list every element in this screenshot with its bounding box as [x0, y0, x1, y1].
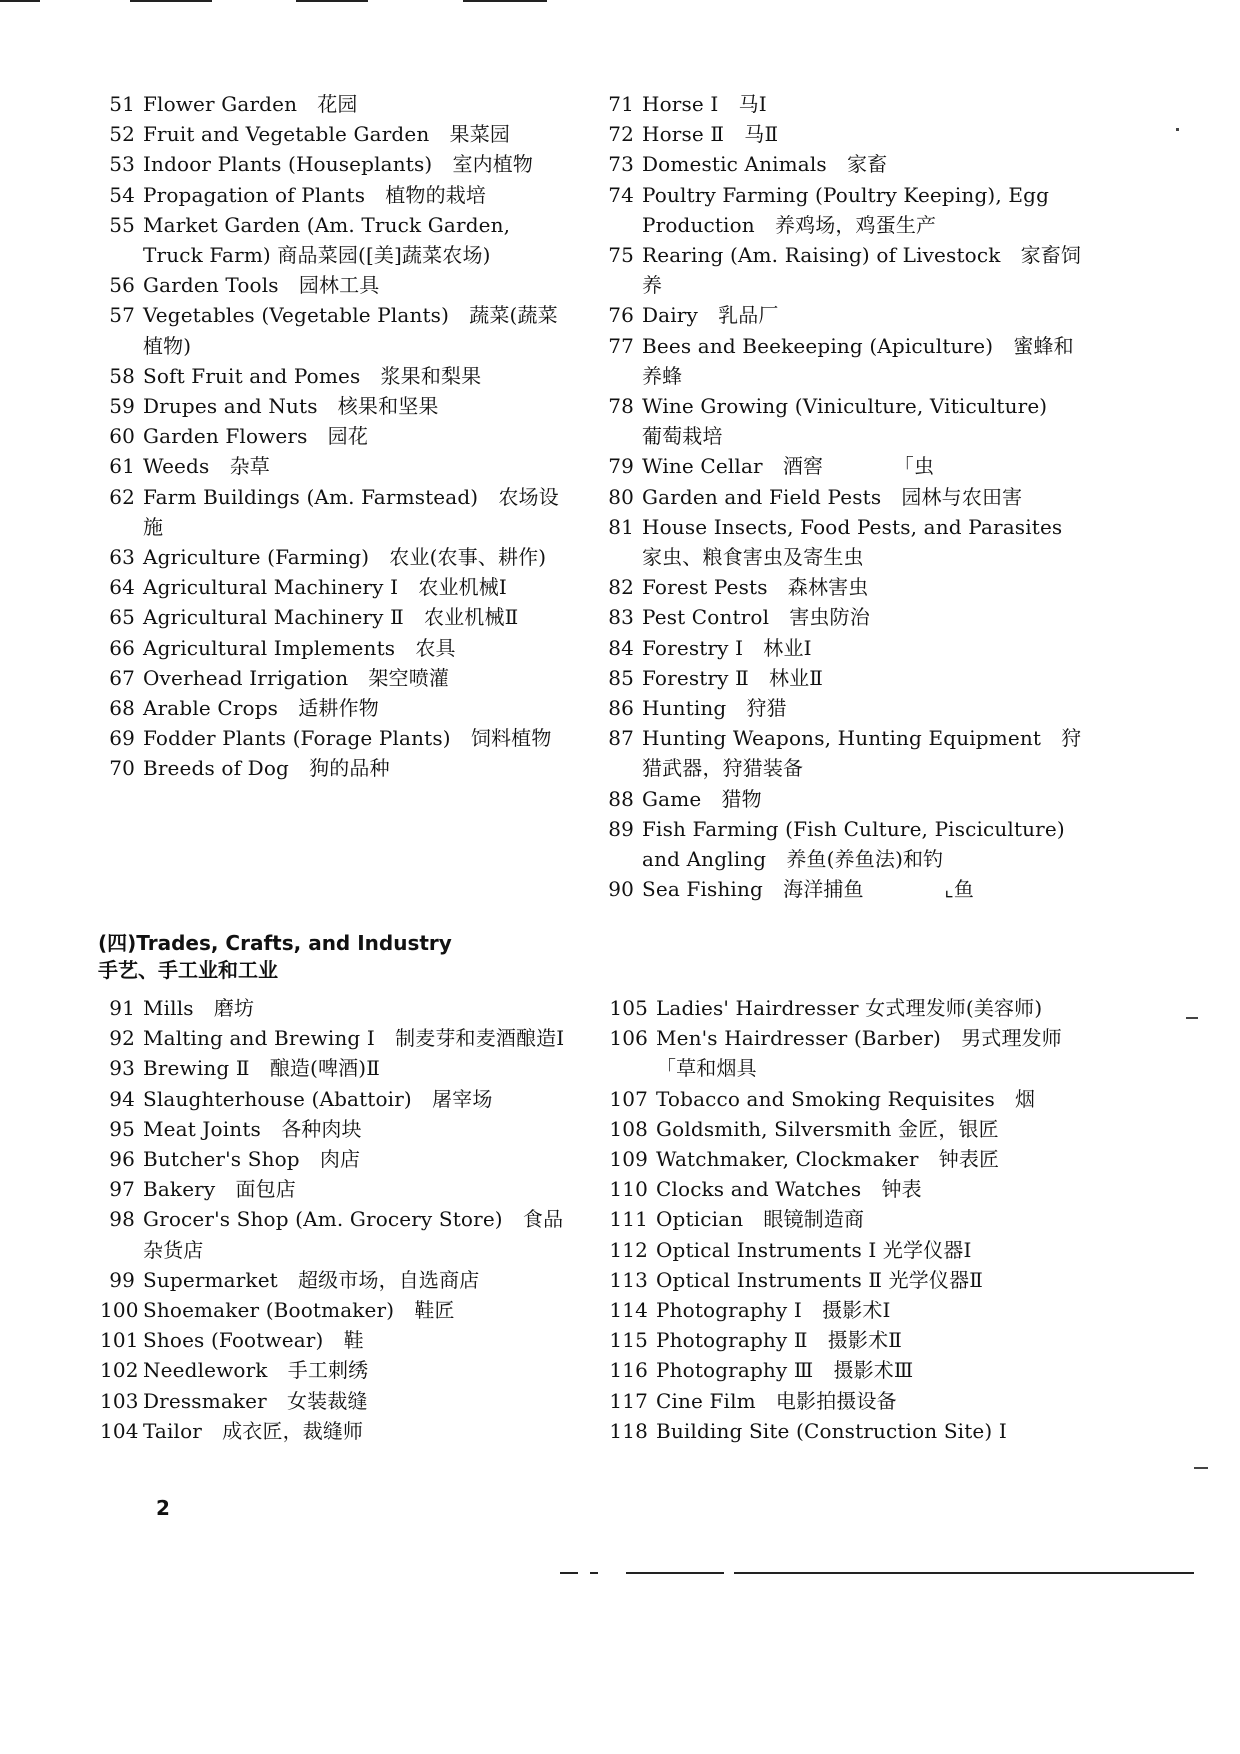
entry-number: 85 — [608, 665, 634, 690]
contents-entry — [100, 361, 570, 391]
contents-entry — [100, 993, 570, 1023]
entry-title: Fruit and Vegetable Garden 果菜园 — [143, 122, 510, 147]
contents-entry — [602, 1084, 1084, 1114]
entry-number: 53 — [109, 152, 135, 177]
entry-number: 106 — [609, 1026, 648, 1051]
entry-title: Soft Fruit and Pomes 浆果和梨果 — [143, 363, 482, 388]
entry-number: 72 — [608, 122, 634, 147]
entry-title: Bees and Beekeeping (Apiculture) 蜜蜂和养蜂 — [642, 333, 1074, 388]
top-edge-rule — [296, 0, 368, 2]
entry-number: 58 — [109, 363, 135, 388]
entry-title: Bakery 面包店 — [143, 1177, 296, 1202]
contents-entry — [602, 723, 1084, 783]
contents-entry — [602, 1235, 1084, 1265]
entry-number: 115 — [609, 1328, 648, 1353]
entry-title: Indoor Plants (Houseplants) 室内植物 — [143, 152, 534, 177]
entry-number: 75 — [608, 243, 634, 268]
entry-number: 99 — [109, 1267, 135, 1292]
entry-title: Slaughterhouse (Abattoir) 屠宰场 — [143, 1086, 493, 1111]
entry-number: 110 — [609, 1177, 648, 1202]
entry-number: 81 — [608, 514, 634, 539]
contents-entry — [100, 1386, 570, 1416]
entry-title: Shoes (Footwear) 鞋 — [143, 1328, 364, 1353]
entry-number: 109 — [609, 1147, 648, 1172]
entry-number: 57 — [109, 303, 135, 328]
entry-title: House Insects, Food Pests, and Parasites 家虫、粮食害虫及寄生虫 — [642, 514, 1083, 570]
contents-entry — [100, 1084, 570, 1114]
contents-entry — [100, 482, 570, 542]
entry-title: Tailor 成衣匠，裁缝师 — [143, 1418, 364, 1443]
contents-entry — [100, 1325, 570, 1355]
entry-title: Horse Ⅱ 马Ⅱ — [642, 122, 779, 147]
contents-entry — [602, 602, 1084, 632]
entry-title: Needlework 手工刺绣 — [143, 1358, 369, 1383]
entry-title: Arable Crops 适耕作物 — [143, 696, 379, 721]
contents-entry — [602, 1114, 1084, 1144]
entry-title: Grocer's Shop (Am. Grocery Store) 食品杂货店 — [143, 1207, 564, 1262]
entry-number: 69 — [109, 726, 135, 751]
contents-entry — [602, 784, 1084, 814]
contents-entry — [100, 1053, 570, 1083]
scan-speck — [1176, 128, 1179, 131]
contents-entry — [100, 149, 570, 179]
entry-title: Optical Instruments Ⅰ 光学仪器Ⅰ — [656, 1237, 972, 1262]
contents-entry — [602, 482, 1084, 512]
entry-title: Wine Growing (Viniculture, Viticulture) 葡萄栽培 — [642, 394, 1068, 449]
entry-number: 107 — [609, 1086, 648, 1111]
entry-number: 51 — [109, 92, 135, 116]
entry-title: Agricultural Machinery Ⅰ 农业机械Ⅰ — [143, 575, 507, 600]
contents-entry — [602, 663, 1084, 693]
entry-number: 88 — [608, 786, 634, 811]
contents-entry — [100, 1265, 570, 1295]
entry-number: 114 — [609, 1298, 648, 1323]
section-heading — [98, 930, 618, 984]
contents-entry — [602, 572, 1084, 602]
entry-title: Mills 磨坊 — [143, 996, 255, 1020]
entry-title: Cine Film 电影拍摄设备 — [656, 1388, 897, 1413]
entry-title: Malting and Brewing Ⅰ 制麦芽和麦酒酿造Ⅰ — [143, 1026, 565, 1051]
entry-title: Farm Buildings (Am. Farmstead) 农场设施 — [143, 484, 559, 539]
contents-entry — [100, 663, 570, 693]
contents-entry — [100, 89, 570, 119]
entry-title: Forestry Ⅱ 林业Ⅱ — [642, 665, 824, 690]
entry-title: Hunting 狩猎 — [642, 696, 787, 721]
entry-number: 55 — [109, 212, 135, 237]
entry-title: Meat Joints 各种肉块 — [143, 1116, 362, 1141]
contents-entry — [602, 1416, 1084, 1446]
entry-number: 93 — [109, 1056, 135, 1081]
contents-entry — [602, 451, 1084, 481]
entry-number: 97 — [109, 1177, 135, 1202]
entry-title: Optical Instruments Ⅱ 光学仪器Ⅱ — [656, 1267, 983, 1292]
contents-entry — [602, 1386, 1084, 1416]
entry-number: 59 — [109, 394, 135, 419]
contents-entry — [100, 602, 570, 632]
contents-entry — [602, 331, 1084, 391]
section-title-en: (四)Trades, Crafts, and Industry — [98, 931, 452, 955]
entry-title: Garden Flowers 园花 — [143, 424, 368, 449]
entry-title: Men's Hairdresser (Barber) 男式理发师 「草和烟具 — [656, 1026, 1143, 1081]
entry-title: Vegetables (Vegetable Plants) 蔬菜(蔬菜植物) — [143, 303, 558, 358]
entry-number: 113 — [609, 1267, 648, 1292]
contents-entry — [100, 1174, 570, 1204]
page-number: 2 — [156, 1496, 170, 1520]
entry-title: Flower Garden 花园 — [143, 92, 358, 116]
entry-title: Fish Farming (Fish Culture, Pisciculture) and Angling 养鱼(养鱼法)和钓 — [642, 816, 1065, 872]
entry-title: Agriculture (Farming) 农业(农事、耕作) — [143, 545, 547, 570]
entry-number: 116 — [609, 1358, 648, 1383]
contents-entry — [602, 1023, 1143, 1083]
entry-title: Clocks and Watches 钟表 — [656, 1177, 922, 1202]
contents-entry — [100, 270, 570, 300]
contents-entry — [100, 753, 570, 783]
top-edge-rule — [130, 0, 212, 2]
bottom-rule — [734, 1572, 1194, 1574]
contents-entry — [602, 300, 1084, 330]
entry-title: Sea Fishing 海洋捕鱼 ⌞鱼 — [642, 877, 974, 902]
entry-number: 54 — [109, 182, 135, 207]
contents-entry — [100, 1355, 570, 1385]
entry-number: 101 — [100, 1328, 139, 1353]
entry-title: Dairy 乳品厂 — [642, 303, 779, 328]
entry-title: Pest Control 害虫防治 — [642, 605, 870, 630]
entry-title: Agricultural Implements 农具 — [143, 635, 456, 660]
entry-number: 73 — [608, 152, 634, 177]
contents-entry — [100, 119, 570, 149]
contents-entry — [100, 1295, 570, 1325]
entry-number: 63 — [109, 545, 135, 570]
contents-entry — [100, 723, 570, 753]
contents-column-left-top — [100, 89, 570, 784]
entry-title: Shoemaker (Bootmaker) 鞋匠 — [143, 1298, 455, 1323]
entry-number: 111 — [609, 1207, 648, 1232]
contents-column-right-bottom — [602, 993, 1143, 1446]
contents-entry — [602, 1325, 1084, 1355]
entry-title: Domestic Animals 家畜 — [642, 152, 888, 177]
entry-number: 60 — [109, 424, 135, 449]
entry-title: Poultry Farming (Poultry Keeping), Egg Production 养鸡场，鸡蛋生产 — [642, 182, 1050, 237]
entry-title: Drupes and Nuts 核果和坚果 — [143, 394, 439, 419]
contents-entry — [100, 572, 570, 602]
contents-entry — [100, 693, 570, 723]
entry-number: 64 — [109, 575, 135, 600]
contents-entry — [100, 542, 570, 572]
contents-entry — [602, 1174, 1084, 1204]
entry-title: Game 猎物 — [642, 786, 762, 811]
top-edge-rule — [0, 0, 40, 2]
entry-number: 86 — [608, 696, 634, 721]
contents-entry — [602, 633, 1084, 663]
entry-number: 108 — [609, 1116, 648, 1141]
entry-title: Breeds of Dog 狗的品种 — [143, 756, 390, 781]
entry-number: 118 — [609, 1418, 648, 1443]
contents-entry — [602, 814, 1084, 874]
contents-entry — [100, 421, 570, 451]
entry-title: Rearing (Am. Raising) of Livestock 家畜饲养 — [642, 243, 1082, 298]
scan-speck — [1186, 1017, 1198, 1019]
entry-title: Forest Pests 森林害虫 — [642, 575, 869, 600]
entry-number: 65 — [109, 605, 135, 630]
entry-number: 76 — [608, 303, 634, 328]
entry-number: 79 — [608, 454, 634, 479]
entry-number: 87 — [608, 726, 634, 751]
contents-entry — [100, 451, 570, 481]
section-title-zh: 手艺、手工业和工业 — [98, 958, 278, 982]
entry-number: 83 — [608, 605, 634, 630]
contents-entry — [602, 1265, 1084, 1295]
contents-entry — [100, 300, 570, 360]
contents-entry — [602, 1355, 1084, 1385]
entry-number: 91 — [109, 996, 135, 1020]
contents-entry — [100, 1114, 570, 1144]
entry-number: 71 — [608, 92, 634, 116]
entry-number: 105 — [609, 996, 648, 1020]
entry-title: Butcher's Shop 肉店 — [143, 1147, 361, 1172]
top-edge-rule — [463, 0, 547, 2]
entry-number: 95 — [109, 1116, 135, 1141]
entry-title: Hunting Weapons, Hunting Equipment 狩猎武器，狩猎装备 — [642, 726, 1082, 781]
entry-number: 90 — [608, 877, 634, 902]
entry-number: 89 — [608, 816, 634, 841]
contents-column-right-top — [602, 89, 1084, 904]
entry-number: 96 — [109, 1147, 135, 1172]
entry-title: Wine Cellar 酒窖 「虫 — [642, 454, 935, 479]
entry-number: 102 — [100, 1358, 139, 1383]
contents-entry — [100, 180, 570, 210]
entry-number: 82 — [608, 575, 634, 600]
contents-entry — [602, 391, 1084, 451]
entry-title: Dressmaker 女装裁缝 — [143, 1388, 368, 1413]
entry-number: 78 — [608, 394, 634, 419]
contents-entry — [602, 89, 1084, 119]
bottom-rule — [560, 1572, 578, 1574]
entry-number: 70 — [109, 756, 135, 781]
entry-title: Watchmaker, Clockmaker 钟表匠 — [656, 1147, 1000, 1172]
contents-column-left-bottom — [100, 993, 570, 1446]
entry-number: 62 — [109, 484, 135, 509]
contents-entry — [602, 149, 1084, 179]
entry-title: Weeds 杂草 — [143, 454, 270, 479]
entry-number: 68 — [109, 696, 135, 721]
entry-title: Propagation of Plants 植物的栽培 — [143, 182, 487, 207]
entry-number: 77 — [608, 333, 634, 358]
entry-number: 103 — [100, 1388, 139, 1413]
contents-entry — [100, 210, 570, 270]
contents-entry — [602, 1144, 1084, 1174]
entry-number: 94 — [109, 1086, 135, 1111]
entry-number: 74 — [608, 182, 634, 207]
entry-title: Market Garden (Am. Truck Garden, Truck Farm) 商品菜园([美]蔬菜农场) — [143, 212, 511, 268]
entry-title: Supermarket 超级市场，自选商店 — [143, 1267, 480, 1292]
entry-number: 98 — [109, 1207, 135, 1232]
bottom-rule — [626, 1572, 724, 1574]
entry-title: Horse Ⅰ 马Ⅰ — [642, 92, 767, 116]
entry-title: Garden Tools 园林工具 — [143, 273, 380, 298]
contents-entry — [100, 391, 570, 421]
contents-entry — [100, 1144, 570, 1174]
contents-entry — [602, 180, 1084, 240]
contents-entry — [602, 119, 1084, 149]
entry-number: 61 — [109, 454, 135, 479]
entry-title: Photography Ⅱ 摄影术Ⅱ — [656, 1328, 902, 1353]
contents-entry — [100, 1023, 570, 1053]
contents-entry — [100, 1416, 570, 1446]
contents-entry — [602, 240, 1084, 300]
entry-number: 52 — [109, 122, 135, 147]
entry-number: 80 — [608, 484, 634, 509]
entry-number: 104 — [100, 1418, 139, 1443]
entry-number: 112 — [609, 1237, 648, 1262]
entry-number: 100 — [100, 1298, 139, 1323]
entry-title: Agricultural Machinery Ⅱ 农业机械Ⅱ — [143, 605, 519, 630]
entry-title: Brewing Ⅱ 酿造(啤酒)Ⅱ — [143, 1056, 380, 1081]
entry-title: Building Site (Construction Site) Ⅰ — [656, 1418, 1007, 1443]
entry-number: 66 — [109, 635, 135, 660]
contents-entry — [602, 693, 1084, 723]
entry-title: Goldsmith, Silversmith 金匠，银匠 — [656, 1116, 999, 1141]
entry-number: 84 — [608, 635, 634, 660]
entry-number: 56 — [109, 273, 135, 298]
entry-title: Photography Ⅲ 摄影术Ⅲ — [656, 1358, 914, 1383]
entry-title: Ladies' Hairdresser 女式理发师(美容师) — [656, 996, 1043, 1020]
entry-number: 92 — [109, 1026, 135, 1051]
contents-entry — [602, 1295, 1084, 1325]
entry-title: Photography Ⅰ 摄影术Ⅰ — [656, 1298, 891, 1323]
entry-title: Tobacco and Smoking Requisites 烟 — [656, 1086, 1036, 1111]
contents-entry — [100, 1204, 570, 1264]
contents-entry — [602, 874, 1084, 904]
bottom-rule — [590, 1572, 598, 1574]
entry-title: Fodder Plants (Forage Plants) 饲料植物 — [143, 726, 552, 751]
scan-speck — [1194, 1467, 1208, 1469]
entry-number: 67 — [109, 665, 135, 690]
entry-title: Optician 眼镜制造商 — [656, 1207, 865, 1232]
entry-title: Garden and Field Pests 园林与农田害 — [642, 484, 1023, 509]
contents-entry — [100, 633, 570, 663]
entry-number: 117 — [609, 1388, 648, 1413]
entry-title: Forestry Ⅰ 林业Ⅰ — [642, 635, 812, 660]
entry-title: Overhead Irrigation 架空喷灌 — [143, 665, 449, 690]
contents-entry — [602, 993, 1084, 1023]
contents-entry — [602, 512, 1084, 572]
contents-entry — [602, 1204, 1084, 1234]
